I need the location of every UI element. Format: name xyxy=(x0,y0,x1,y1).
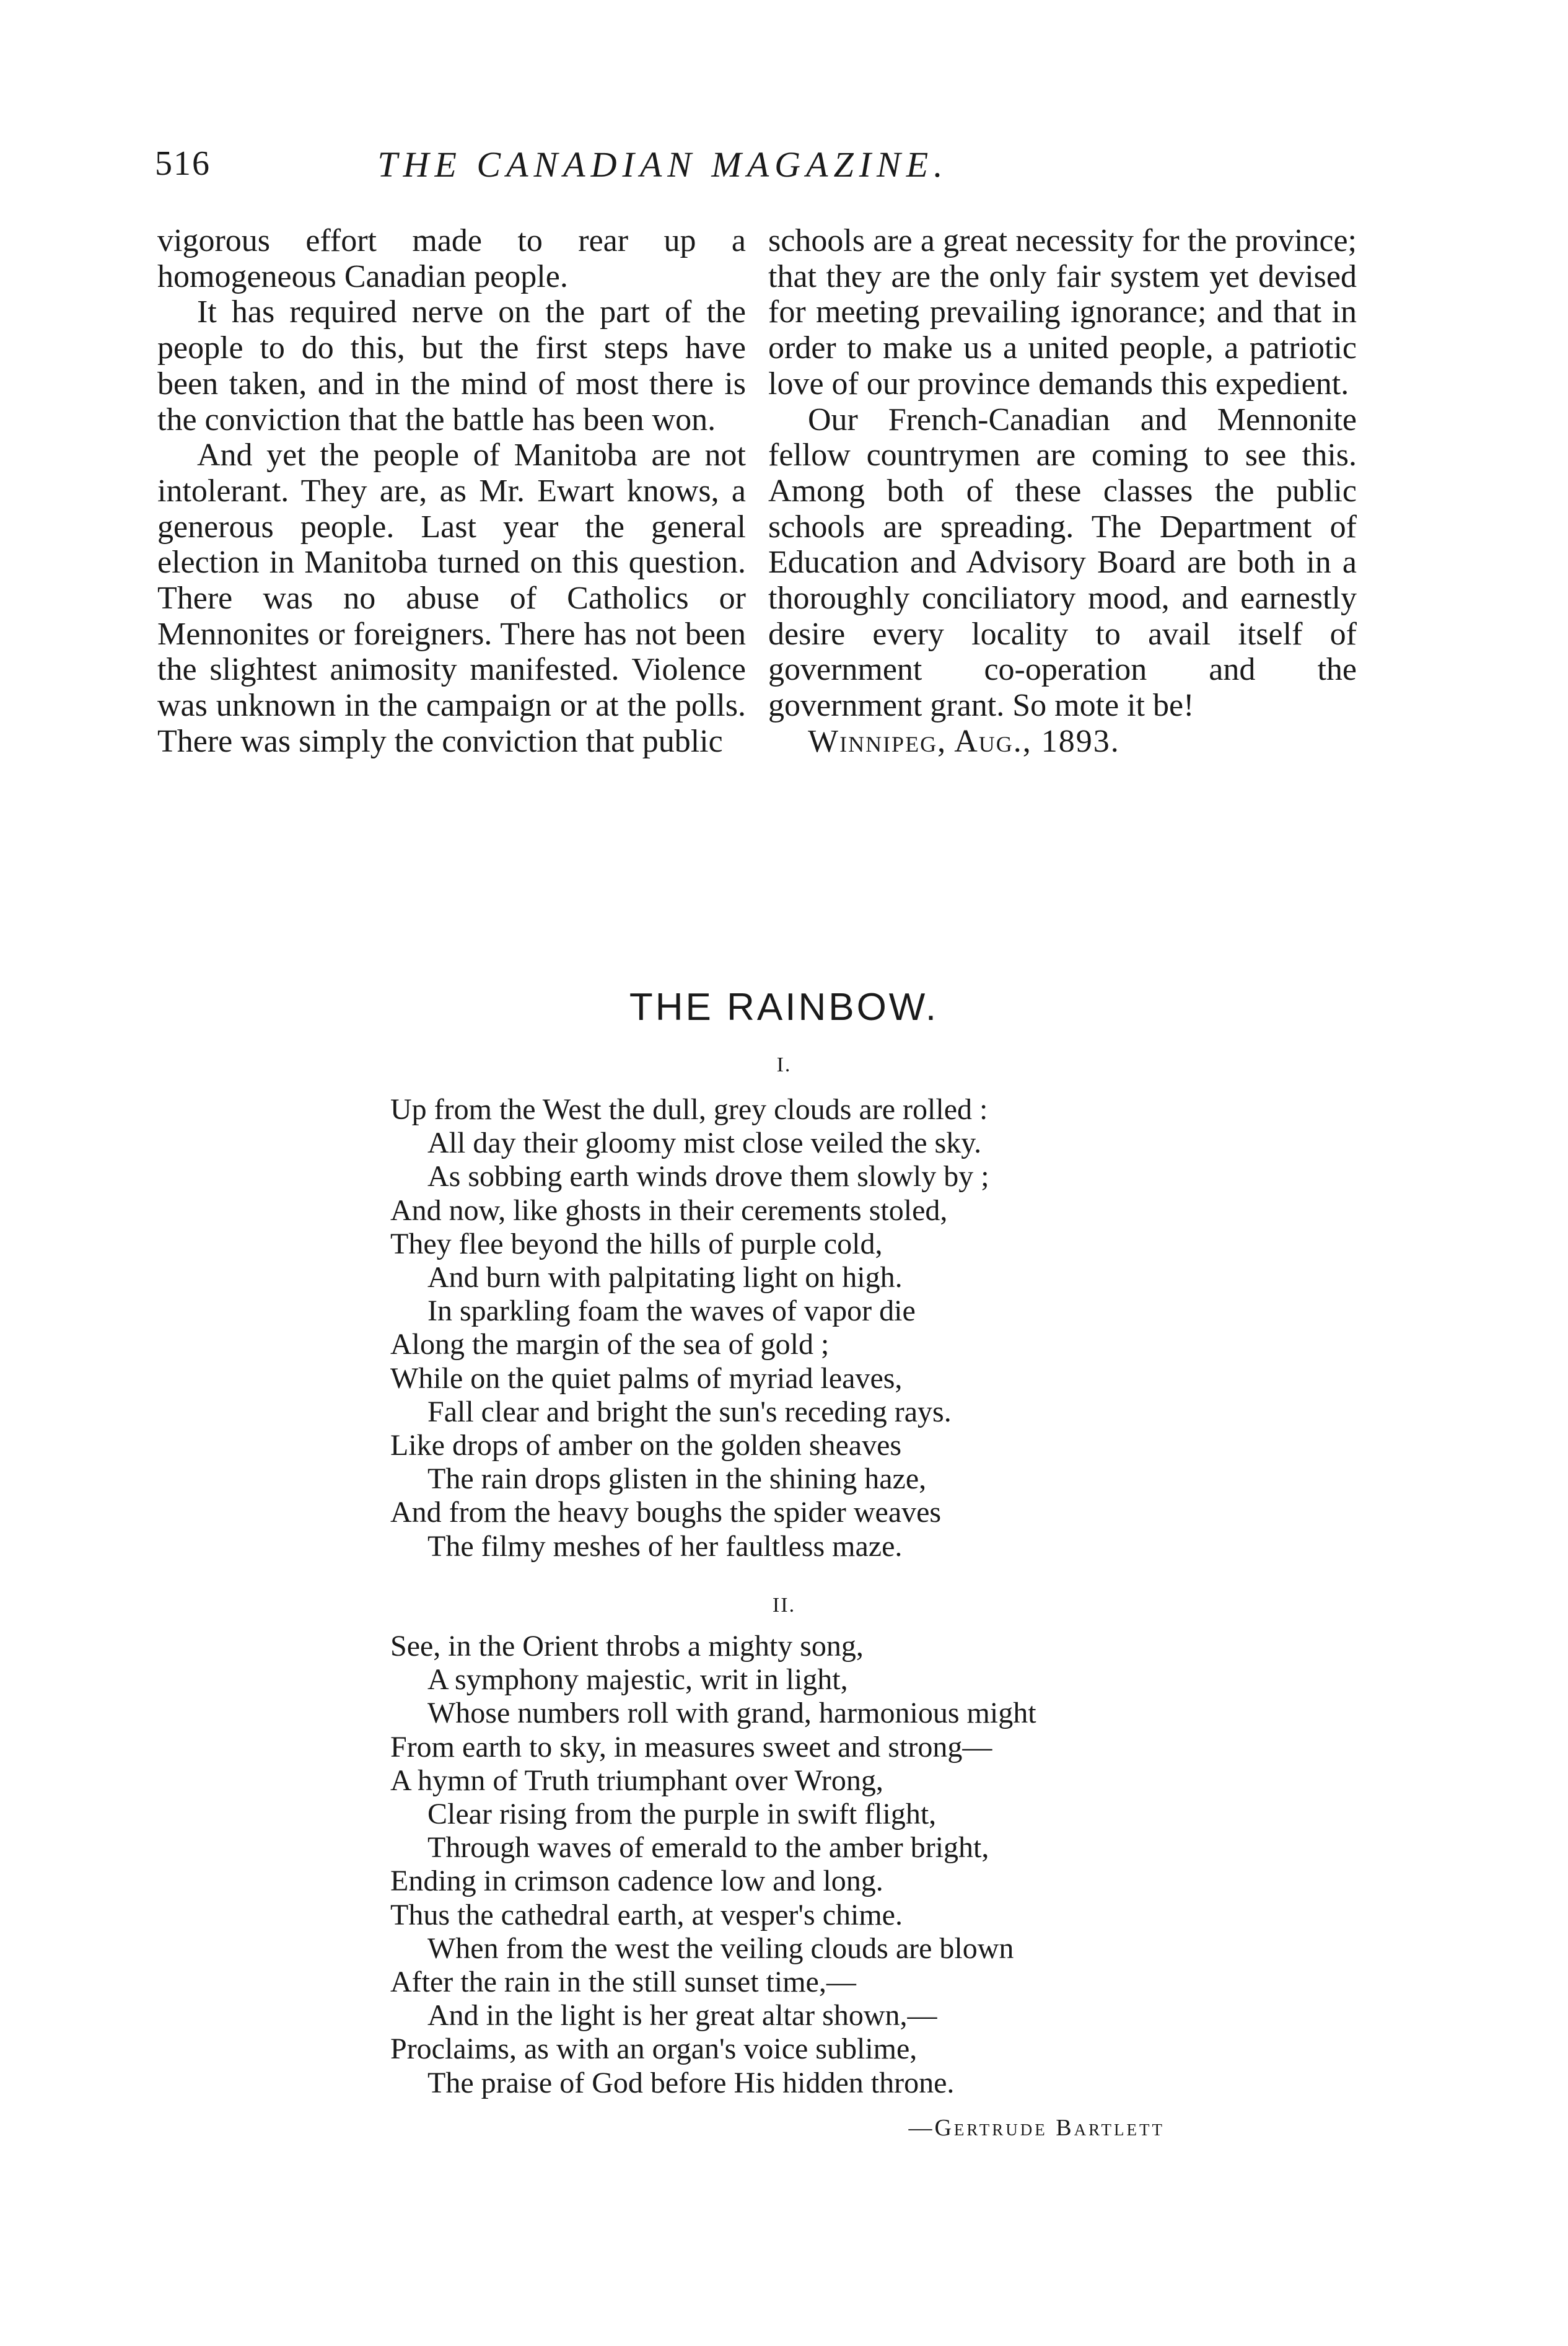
left-column xyxy=(157,223,746,760)
page-number: 516 xyxy=(155,144,211,183)
poem-line: Fall clear and bright the sun's receding rays. xyxy=(427,1395,952,1428)
stanza-2 xyxy=(390,1630,1196,2100)
running-title: THE CANADIAN MAGAZINE. xyxy=(377,144,948,185)
place-date-signoff: Winnipeg, Aug., 1893. xyxy=(808,723,1120,759)
paragraph: schools are a great necessity for the province; that they are the only fair system yet devised for meeting prevailing ignorance; and that in order to make us a united people, a patriotic love of our province demands this expedient. xyxy=(768,223,1357,402)
poem-author: —Gertrude Bartlett xyxy=(908,2115,1165,2141)
poem-line: Thus the cathedral earth, at vesper's chime. xyxy=(390,1898,903,1931)
poem-line: After the rain in the still sunset time,— xyxy=(390,1966,856,1999)
stanza-number: I. xyxy=(776,1053,792,1076)
poem-line: When from the west the veiling clouds are blown xyxy=(427,1931,1014,1965)
stanza-1 xyxy=(390,1093,1196,1563)
poem-line: As sobbing earth winds drove them slowly by ; xyxy=(427,1160,989,1193)
poem-line: And burn with palpitating light on high. xyxy=(427,1261,903,1294)
poem-title: THE RAINBOW. xyxy=(629,986,939,1029)
poem-line: The rain drops glisten in the shining haze, xyxy=(427,1462,927,1496)
poem-line: Ending in crimson cadence low and long. xyxy=(390,1865,883,1898)
poem-line: They flee beyond the hills of purple cold, xyxy=(390,1227,883,1260)
poem-line: Through waves of emerald to the amber bright, xyxy=(427,1831,989,1865)
poem-line: Whose numbers roll with grand, harmonious might xyxy=(427,1697,1036,1730)
poem-line: The praise of God before His hidden throne. xyxy=(427,2066,955,2099)
paragraph: vigorous effort made to rear up a homogeneous Canadian people. xyxy=(157,223,746,294)
poem-line: See, in the Orient throbs a mighty song, xyxy=(390,1630,864,1663)
poem-line: Clear rising from the purple in swift flight, xyxy=(427,1798,937,1831)
poem-line: While on the quiet palms of myriad leaves, xyxy=(390,1361,903,1395)
poem-line: And from the heavy boughs the spider weaves xyxy=(390,1496,942,1529)
poem-line: The filmy meshes of her faultless maze. xyxy=(427,1529,903,1563)
poem-line: Along the margin of the sea of gold ; xyxy=(390,1328,830,1361)
poem-line: From earth to sky, in measures sweet and strong— xyxy=(390,1730,992,1764)
poem-line: And now, like ghosts in their cerements stoled, xyxy=(390,1193,948,1227)
poem-line: Proclaims, as with an organ's voice sublime, xyxy=(390,2032,918,2066)
stanza-number: II. xyxy=(772,1594,796,1617)
poem-line: In sparkling foam the waves of vapor die xyxy=(427,1294,916,1328)
poem-line: All day their gloomy mist close veiled the sky. xyxy=(427,1127,982,1160)
poem-line: And in the light is her great altar shown,— xyxy=(427,1999,937,2032)
paragraph: It has required nerve on the part of the people to do this, but the first steps have been taken, and in the mind of most there is the conviction that the battle has been won. xyxy=(157,294,746,437)
poem-line: Like drops of amber on the golden sheaves xyxy=(390,1429,902,1462)
page-header xyxy=(155,144,1171,200)
paragraph: And yet the people of Manitoba are not intolerant. They are, as Mr. Ewart knows, a generous people. Last year the general election in Manitoba turned on this question. There was no abuse of Catholics or Mennonites or foreigners. There has not been the slightest animosity manifested. Violence was unknown in the campaign or at the polls. There was simply the conviction that public xyxy=(157,437,746,759)
poem-line: Up from the West the dull, grey clouds are rolled : xyxy=(390,1093,988,1126)
poem-line: A hymn of Truth triumphant over Wrong, xyxy=(390,1764,883,1797)
right-column xyxy=(768,223,1357,760)
paragraph: Our French-Canadian and Mennonite fellow countrymen are coming to see this. Among both of these classes the public schools are spreading. The Department of Education and Advisory Board are both in a thoroughly conciliatory mood, and earnestly desire every locality to avail itself of government co-operation and the government grant. So mote it be! xyxy=(768,402,1357,724)
poem-line: A symphony majestic, writ in light, xyxy=(427,1663,848,1697)
